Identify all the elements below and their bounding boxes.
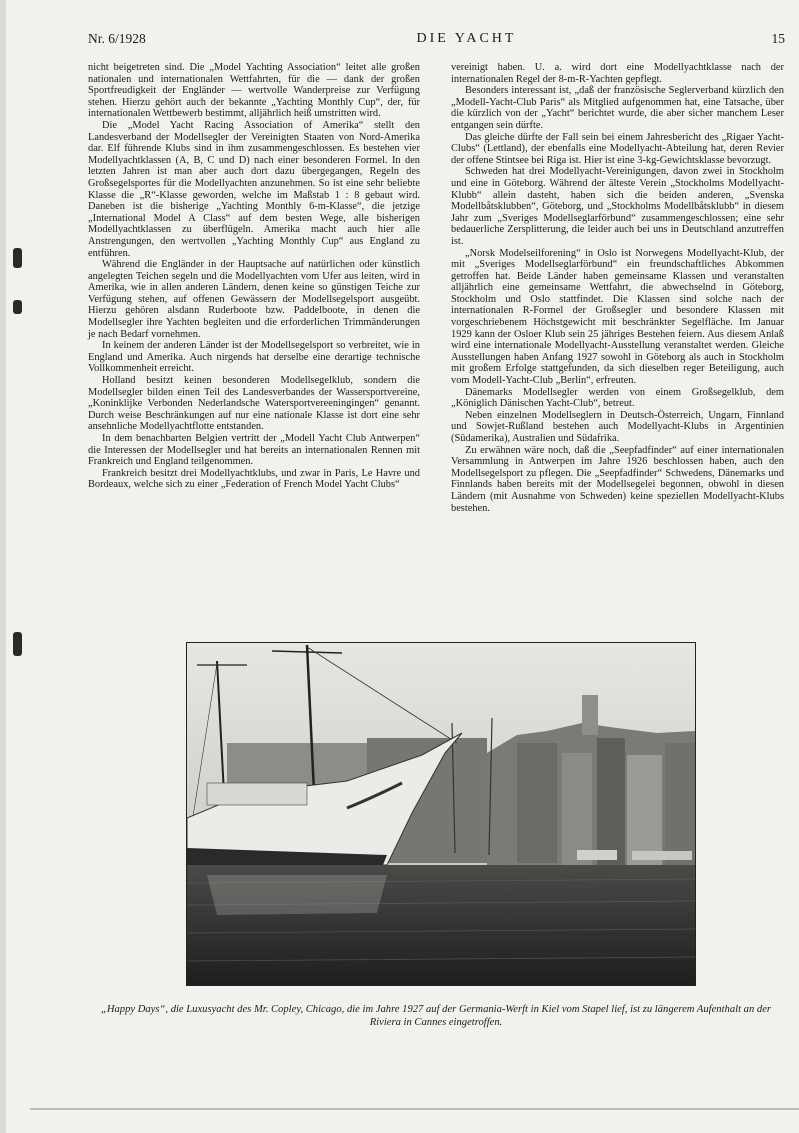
paragraph: In dem benachbarten Belgien vertritt der „Modell Yacht Club Antwerpen“ die Interessen der Modellsegler und hat bereits an internationalen Rennen mit Frankreich und England teilgenommen. <box>88 433 420 468</box>
page-header <box>88 28 785 50</box>
paragraph: Während die Engländer in der Hauptsache auf natürlichen oder künstlich angelegten Teichen segeln und die Modellyachten vom Ufer aus leiten, wird in Amerika, wie in allen anderen Ländern, denen keine so günstigen Teiche zur Verfügung stehen, auf offenen Gewässern der Modellsegelsport ausgeübt. Hierzu gehören alsdann Ruderboote bzw. Paddelboote, in denen die Modellsegler ihre Yachten begleiten und die erforderlichen Trimmänderungen je nach Bedarf vornehmen. <box>88 259 420 340</box>
yacht-harbour-image <box>187 643 695 985</box>
paragraph: nicht beigetreten sind. Die „Model Yachting Association“ leitet alle großen nationalen und internationalen Wettfahrten, für die — dank der großen Sportfreudigkeit der Engländer — wertvolle Wanderpreise zur Verfügung stehen. Hierzu gehört auch der bekannte „Yachting Monthly Cup“, der, für internationalen Wettbewerb bestimmt, alljährlich heiß umstritten wird. <box>88 62 420 120</box>
paragraph: „Norsk Modelseilforening“ in Oslo ist Norwegens Modellyacht-Klub, der mit „Sveriges Modellseglarförbund“ ein freundschaftliches Abkommen getroffen hat. Beide Länder haben gemeinsame Klassen und veranstalten alljährlich eine gemeinsame Wettfahrt, die abwechselnd in Göteborg, Stockholm und Oslo stattfindet. Die Klassen sind solche nach der internationalen R-Formel der Großsegler und besondere Klassen mit vorgeschriebenem Höchstgewicht mit beschränkter Segelfläche. Im Januar 1929 kann der Osloer Klub sein 25 jähriges Bestehen feiern. Aus diesem Anlaß wird eine internationale Modellyacht-Ausstellung veranstaltet werden. Gleiche Ausstellungen haben Anfang 1927 sowohl in Göteborg als auch in Stockholm mit großem Erfolge stattgefunden, da sich dieselben reger Beteiligung, auch vom Modell-Yacht-Club „Berlin“, erfreuten. <box>451 247 784 387</box>
photo-caption: „Happy Days“, die Luxusyacht des Mr. Copley, Chicago, die im Jahre 1927 auf der Germania-Werft in Kiel vom Stapel lief, ist zu längerem Aufenthalt an der Riviera in Cannes eingetroffen. <box>100 1004 772 1028</box>
punch-hole <box>13 632 22 656</box>
paragraph: Das gleiche dürfte der Fall sein bei einem Jahresbericht des „Rigaer Yacht-Clubs“ (Lettland), der ebenfalls eine Modellyacht-Abteilung hat, deren Revier der offene Stintsee bei Riga ist. Hier ist eine 3-kg-Gewichtsklasse bevorzugt. <box>451 131 784 166</box>
paragraph: Neben einzelnen Modellseglern in Deutsch-Österreich, Ungarn, Finnland und Sowjet-Rußland bestehen auch Modellyacht-Klubs in Argentinien (Südamerika), Australien und Südafrika. <box>451 409 784 444</box>
punch-hole <box>13 248 22 268</box>
issue-number: Nr. 6/1928 <box>88 31 146 46</box>
binding-edge <box>0 0 6 1133</box>
paragraph: Besonders interessant ist, „daß der französische Seglerverband kürzlich den „Modell-Yacht-Club Paris“ als Mitglied aufgenommen hat, eine Tatsache, über die kürzlich von der „Yacht“ berichtet wurde, die aber sicher manchem Leser entgangen sein dürfte. <box>451 85 784 131</box>
punch-hole <box>13 300 22 314</box>
paragraph: Frankreich besitzt drei Modellyachtklubs, und zwar in Paris, Le Havre und Bordeaux, welche sich zu einer „Federation of French Model Yacht Clubs“ <box>88 467 420 491</box>
text-column-right <box>451 62 784 514</box>
page-bottom-edge <box>30 1108 799 1110</box>
paragraph: Zu erwähnen wäre noch, daß die „Seepfadfinder“ auf einer internationalen Versammlung in Antwerpen im Jahre 1926 beschlossen haben, auch den Modellsegelsport zu pflegen. Die „Seepfadfinder“ Schwedens, Dänemarks und Finnlands haben bereits mit der Modellsegelei begonnen, obwohl in diesen Ländern (mit Ausnahme von Schweden) keine speziellen Modellyacht-Klubs bestehen. <box>451 444 784 514</box>
paragraph: In keinem der anderen Länder ist der Modellsegelsport so verbreitet, wie in England und Amerika. Auch nirgends hat derselbe eine derartige technische Vollkommenheit erreicht. <box>88 340 420 375</box>
paragraph: Die „Model Yacht Racing Association of Amerika“ stellt den Landesverband der Modellsegler der Vereinigten Staaten von Nord-Amerika dar. Elf führende Klubs sind in ihm zusammengeschlossen. Es bestehen vier Modellyachtklassen (A, B, C und D) nach einer besonderen Formel. In den letzten Jahren ist man aber auch dort dazu übergegangen, Regeln des Großsegelsportes für die Modellyachten anzunehmen. So ist eine sehr beliebte Klasse die „R“-Klasse geworden, welche im Maßstab 1 : 8 gebaut wird. Daneben ist die bisherige „Yachting Monthly 6-m-Klasse“, die jetzige „International Model A Class“ auf dem besten Wege, alle bisherigen Modellyachtklassen zu überflügeln. Amerika macht auch hier alle Anstrengungen, den wertvollen „Yachting Monthly Cup“ aus England zu entführen. <box>88 119 420 259</box>
paragraph: Holland besitzt keinen besonderen Modellsegelklub, sondern die Modellsegler bilden einen Teil des Landesverbandes der Wassersportvereine, „Koninklijke Verbonden Nederlandsche Watersportvereeningingen“ genannt. Durch weise Beschränkungen auf nur eine nationale Klasse ist dort eine sehr ansehnliche Modellyachtflotte entstanden. <box>88 375 420 433</box>
magazine-title: DIE YACHT <box>416 31 517 46</box>
text-column-left <box>88 62 420 491</box>
paragraph: vereinigt haben. U. a. wird dort eine Modellyachtklasse nach der internationalen Regel der 8-m-R-Yachten gepflegt. <box>451 62 784 85</box>
yacht-photograph <box>186 642 696 986</box>
page-number: 15 <box>771 31 785 46</box>
paragraph: Schweden hat drei Modellyacht-Vereinigungen, davon zwei in Stockholm und eine in Göteborg. Während der älteste Verein „Stockholms Modellyacht-Klubb“ allein dasteht, haben sich die beiden anderen, „Svenska Modellbåtsklubben“, Göteborg, und „Stockholms Modellbåtsklubb“ in diesem Jahr zum „Sveriges Modellseglarförbund“ zusammengeschlossen; eine sehr bedauerliche Zersplitterung, die leider auch bei uns in Deutschland anzutreffen ist. <box>451 166 784 247</box>
paragraph: Dänemarks Modellsegler werden von einem Großsegelklub, dem „Königlich Dänischen Yacht-Club“, betreut. <box>451 386 784 410</box>
